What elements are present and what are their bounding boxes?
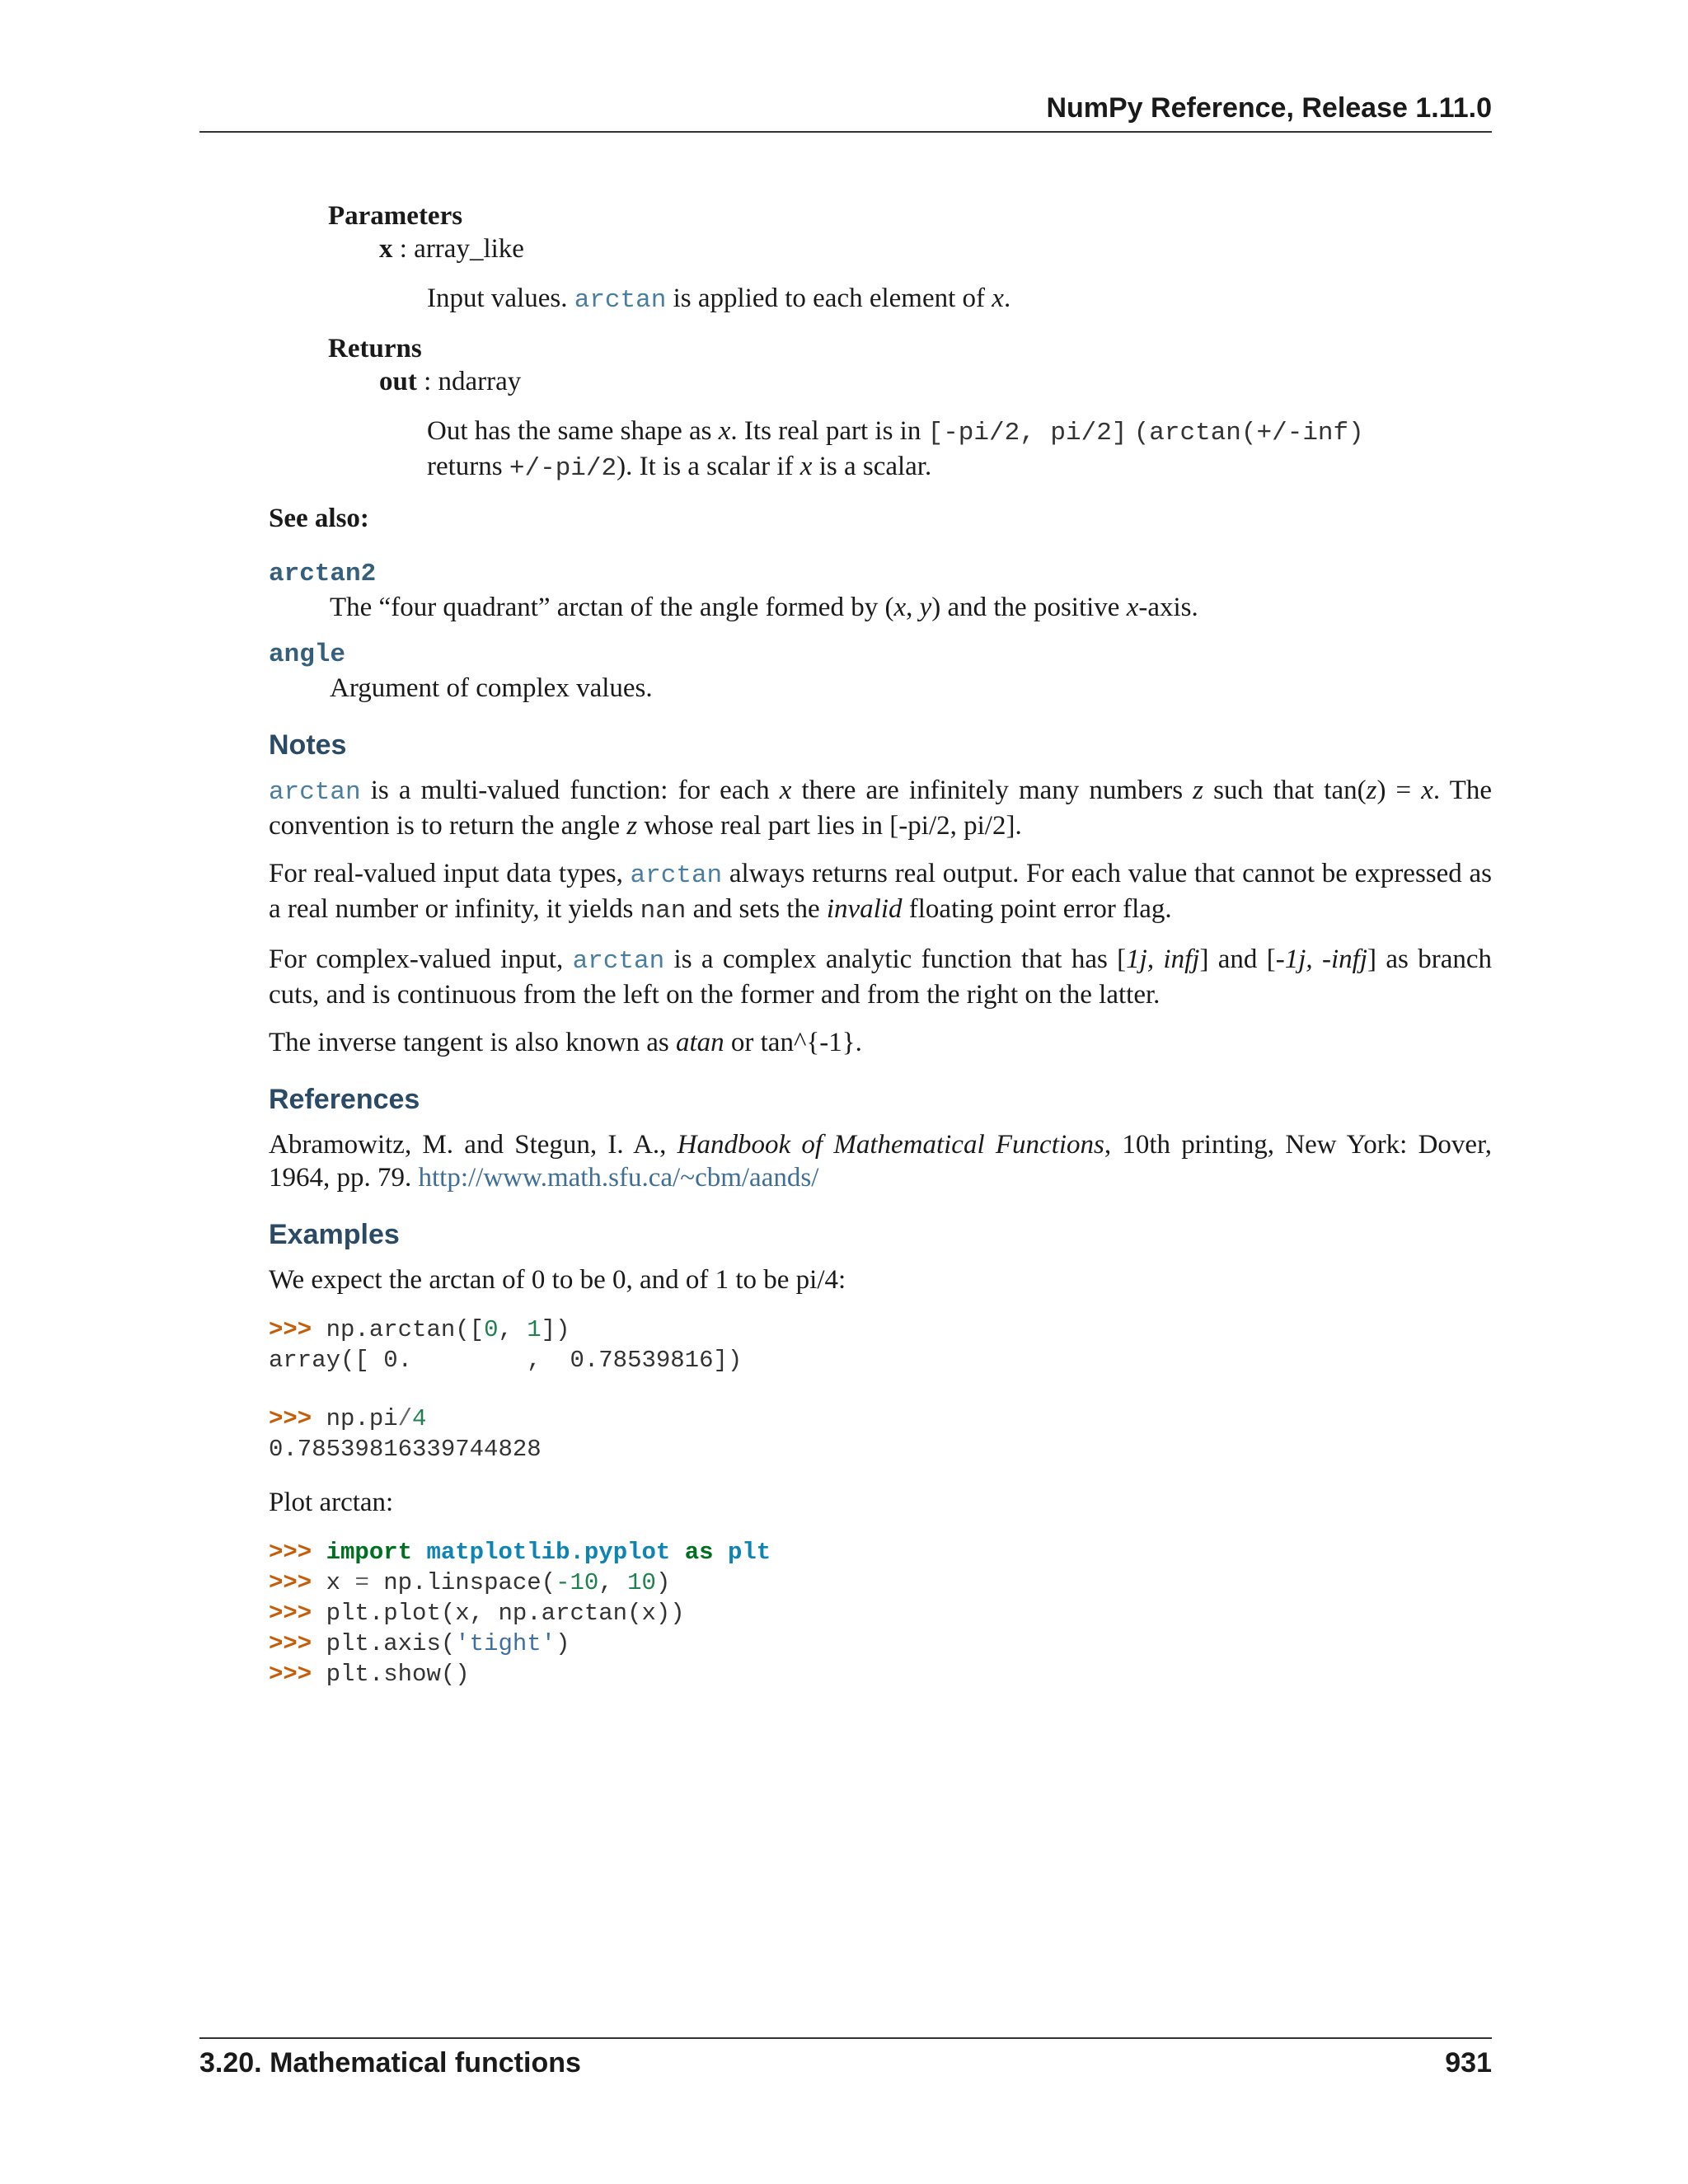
parameters-label: Parameters <box>328 201 463 231</box>
reference-url-link[interactable]: http://www.math.sfu.ca/~cbm/aands/ <box>418 1163 819 1193</box>
page-number: 931 <box>1445 2047 1492 2079</box>
running-header: NumPy Reference, Release 1.11.0 <box>199 92 1492 133</box>
running-footer <box>199 2037 1492 2079</box>
return-out-description: Out has the same shape as x. Its real part is in [-pi/2, pi/2] (arctan(+/-inf) returns +/-pi/2). It is a scalar if x is a scalar. <box>427 416 1364 483</box>
examples-heading: Examples <box>269 1219 400 1250</box>
arctan-link[interactable]: arctan <box>574 286 667 315</box>
notes-paragraph: The inverse tangent is also known as atan or tan^{-1}. <box>269 1028 862 1057</box>
notes-paragraph: For real-valued input data types, arctan always returns real output. For each value that cannot be expressed as a real number or infinity, it yields nan and sets the invalid floating point error flag. <box>269 859 1492 926</box>
arctan-link[interactable]: arctan <box>269 778 361 807</box>
return-type: ndarray <box>438 367 522 396</box>
footer-section: 3.20. Mathematical functions <box>199 2047 581 2079</box>
return-out-signature: out : ndarray <box>379 367 522 396</box>
notes-paragraph: arctan is a multi-valued function: for each x there are infinitely many numbers z such that tan(z) = x. The convention is to return the angle z whose real part lies in [-pi/2, pi/2]. <box>269 776 1492 841</box>
see-also-label: See also: <box>269 504 369 533</box>
arctan2-link[interactable]: arctan2 <box>269 560 377 588</box>
main-content <box>269 199 1492 1711</box>
code-block-2: >>> np.pi/4 0.78539816339744828 <box>269 1405 542 1463</box>
plot-label: Plot arctan: <box>269 1488 394 1517</box>
returns-label: Returns <box>328 334 422 363</box>
see-also-item-angle <box>269 639 1492 705</box>
references-heading: References <box>269 1084 420 1115</box>
param-x-description: Input values. arctan is applied to each element of x. <box>427 284 1011 315</box>
code-block-1: >>> np.arctan([0, 1]) array([ 0. , 0.78539816]) <box>269 1316 743 1374</box>
return-name: out <box>379 367 417 396</box>
see-also-desc: Argument of complex values. <box>330 673 653 703</box>
param-type: array_like <box>414 234 524 264</box>
page <box>199 0 1492 2184</box>
notes-heading: Notes <box>269 729 347 761</box>
see-also-item-arctan2 <box>269 558 1492 624</box>
param-x-signature: x : array_like <box>379 234 524 264</box>
see-also-block <box>269 502 1492 705</box>
see-also-desc: The “four quadrant” arctan of the angle formed by (x, y) and the positive x-axis. <box>330 593 1198 622</box>
notes-paragraph: For complex-valued input, arctan is a complex analytic function that has [1j, infj] and [-1j, -infj] as branch cuts, and is continuous from the left on the former and from the right on the latter. <box>269 944 1492 1010</box>
reference-entry: Abramowitz, M. and Stegun, I. A., Handbook of Mathematical Functions, 10th printing, New York: Dover, 1964, pp. 79. http://www.math.sfu.ca/~cbm/aands/ <box>269 1130 1493 1193</box>
param-name: x <box>379 234 393 264</box>
parameters-block <box>328 199 1492 485</box>
angle-link[interactable]: angle <box>269 640 346 669</box>
code-block-3: >>> import matplotlib.pyplot as plt >>> x = np.linspace(-10, 10) >>> plt.plot(x, np.arctan(x)) >>> plt.axis('tight') >>> plt.show() <box>269 1539 771 1688</box>
examples-intro: We expect the arctan of 0 to be 0, and of 1 to be pi/4: <box>269 1265 846 1295</box>
arctan-link[interactable]: arctan <box>572 947 665 976</box>
arctan-link[interactable]: arctan <box>630 861 723 890</box>
